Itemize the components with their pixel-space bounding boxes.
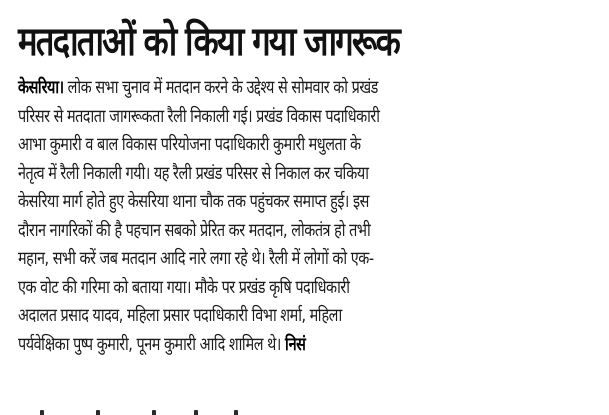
glyph-fragment xyxy=(40,410,44,415)
cropped-text-fragment xyxy=(18,404,318,415)
article-line: महान, सभी करें जब मतदान आदि नारे लगा रहे थे। रैली में लोगों को एक- xyxy=(18,248,374,269)
glyph-fragment xyxy=(194,410,198,415)
article-line xyxy=(18,331,487,360)
article-body xyxy=(18,74,604,359)
headline: मतदाताओं को किया गया जागरूक xyxy=(18,19,399,65)
article-line xyxy=(18,74,487,103)
dateline: केसरिया। xyxy=(18,77,64,98)
article-line: अदालत प्रसाद यादव, महिला प्रसार पदाधिकारी विभा शर्मा, महिला xyxy=(18,305,342,326)
glyph-fragment xyxy=(96,410,100,415)
article-line-text: लोक सभा चुनाव में मतदान करने के उद्देश्य से सोमवार को प्रखंड xyxy=(67,77,378,98)
article-line: एक वोट की गरिमा को बताया गया। मौके पर प्रखंड कृषि पदाधिकारी xyxy=(18,276,350,298)
article-line: नेतृत्व में रैली निकाली गयी। यह रैली प्रखंड परिसर से निकाल कर चकिया xyxy=(18,162,369,184)
article-line-text: पर्यवेक्षिका पुष्प कुमारी, पूनम कुमारी आदि शामिल थे। xyxy=(18,333,281,355)
credit: निसं xyxy=(284,333,306,355)
article-line: आभा कुमारी व बाल विकास परियोजना पदाधिकारी कुमारी मधुलता के xyxy=(18,134,361,155)
glyph-fragment xyxy=(234,410,238,415)
article-line: केसरिया मार्ग होते हुए केसरिया थाना चौक तक पहुंचकर समाप्त हुई। इस xyxy=(18,191,369,212)
glyph-fragment xyxy=(152,410,156,415)
article-line: दौरान नागरिकों की है पहचान सबको प्रेरित कर मतदान, लोकतंत्र हो तभी xyxy=(18,219,371,241)
article-line: परिसर से मतदाता जागरूकता रैली निकाली गई। प्रखंड विकास पदाधिकारी xyxy=(18,105,380,127)
